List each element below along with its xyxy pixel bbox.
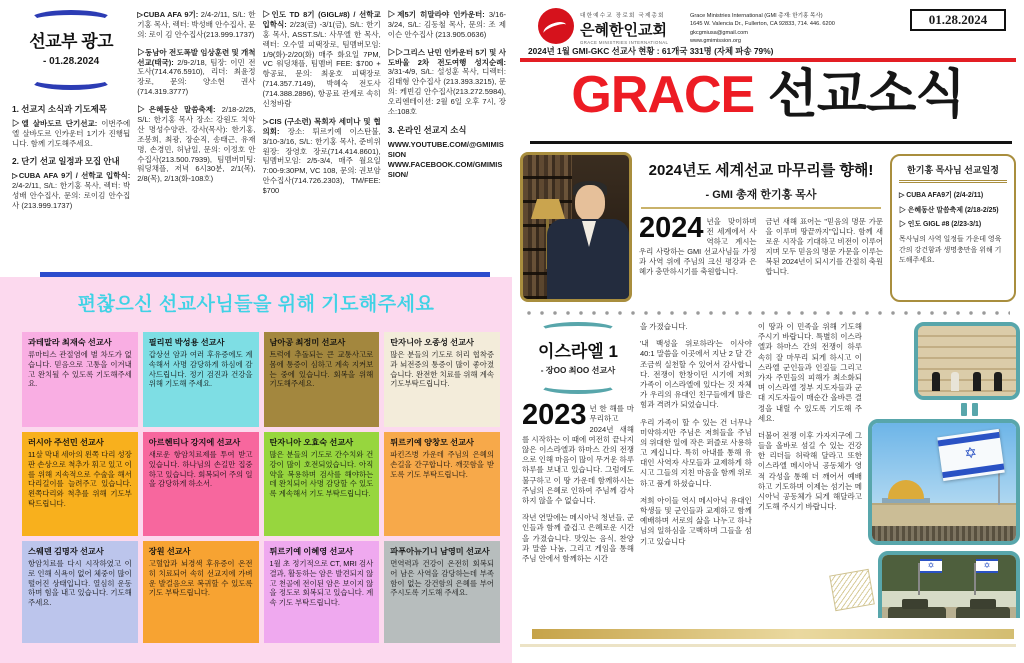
israel-flag-icon: ✡ bbox=[920, 559, 942, 573]
prayer-card bbox=[384, 332, 500, 427]
red-divider-bar bbox=[520, 58, 1016, 62]
missionary-name: 필리핀 박성용 선교사 bbox=[148, 338, 225, 347]
star-of-david-icon: ✡ bbox=[963, 444, 979, 463]
church-name: 은혜한인교회 bbox=[580, 23, 667, 39]
news-item: ▷제5기 히말라야 인카운터: 3/16-3/24, S/L: 김동철 목사, 문의: 조 제이슨 안수집사 (213.905.0636) bbox=[387, 10, 506, 39]
prayer-request-text: 면역력과 건강이 온전히 회복되어 남은 사역을 감당하는데 부족함이 없는 강건함의 은혜를 부어주시도록 기도해 주세요. bbox=[390, 559, 494, 598]
logo-swoosh-icon bbox=[542, 19, 569, 38]
contact-website[interactable]: www.gmimission.org bbox=[690, 38, 741, 45]
church-logo-icon bbox=[538, 8, 574, 44]
missionary-name: 과테말라 최재숙 선교사 bbox=[28, 338, 112, 347]
article-paragraph: 우리 가족이 할 수 있는 건 너무나 미약하지만 주님은 저희들을 주님의 위대한 일에 작은 퍼즐로 사용하고 계십니다. 특히 아내를 통해 유대인 사역자 사모들과 교제하게 하시고 그들의 지친 마음을 함께 위로하고 품게 하셨습니다. bbox=[639, 417, 752, 488]
person-silhouette bbox=[994, 372, 1002, 391]
prayer-card bbox=[264, 332, 380, 427]
schedule-item: ▷ 인도 GIGL #8 (2/23-3/1) bbox=[899, 221, 982, 228]
pastor-photo bbox=[520, 152, 632, 302]
missionary-name: 탄자니아 오종성 선교사 bbox=[390, 338, 474, 347]
prayer-request-text: 많은 분들의 기도로 허리 협착증과 뇌전증의 통증이 많이 좋아졌습니다. 완전한 치료를 위해 계속 기도부탁드립니다. bbox=[390, 350, 494, 389]
israel-flag-icon bbox=[937, 429, 1005, 481]
prayer-banner-title: 편찮으신 선교사님들을 위해 기도해주세요 bbox=[77, 294, 435, 315]
israel-article-masthead bbox=[522, 322, 634, 394]
section-3-title: 3. 온라인 선교지 소식 bbox=[387, 124, 467, 135]
missionary-name: 남아공 최정미 선교사 bbox=[269, 338, 346, 347]
article-paragraph: 저희 아이들 역시 메시아닉 유대인 학생들 및 군인들과 교제하고 함께 예배하며 서로의 삶을 나누고 하나님의 일하심을 고백하며 그들을 섬기고 있습니다 bbox=[639, 495, 752, 546]
pastor-face bbox=[575, 185, 605, 221]
prayer-card bbox=[143, 332, 259, 427]
missionary-name: 러시아 주선민 선교사 bbox=[28, 438, 104, 447]
article-paragraph: 작년 연말에는 메시아닉 청년들, 군인들과 함께 즐겁고 은혜로운 시간을 가졌습니다. 맛있는 음식, 찬양과 말씀 나눔, 그리고 게임을 통해 주님 안에서 함께하는 시간 bbox=[522, 513, 634, 563]
missionary-name: 튀르키예 양창모 선교사 bbox=[390, 438, 474, 447]
missionary-name: 아르헨티나 강지에 선교사 bbox=[148, 438, 241, 447]
youtube-link[interactable]: WWW.YOUTUBE.COM/@GMIMISSION bbox=[387, 140, 504, 159]
crowd bbox=[872, 526, 1016, 541]
city-wall bbox=[872, 505, 1016, 526]
announcements-column-3 bbox=[263, 10, 381, 272]
arc-top-decoration bbox=[29, 10, 113, 30]
israel-column-2 bbox=[640, 322, 752, 618]
prayer-request-text: 11살 막내 세아의 왼쪽 다리 성장판 손상으로 척추가 휘고 있고 이를 위해 지속적으로 수술을 해서 다리길이를 늘려주고 있습니다. 왼쪽다리와 척추를 위해 기도부탁드립니다. bbox=[28, 450, 132, 508]
title-underline bbox=[530, 141, 1012, 144]
person-silhouette bbox=[932, 372, 940, 391]
news-item: ▷인도 TD 8기 (GIGL#8) / 선학교 입학식: 2/23(금) -3/1(금), S/L: 한기홍 목사, ASST.S/L: 사무엘 한 목사, 렉터: 오수열 피택장로, 팀멤버모임: 1/9(화)-2/20(화) 매주 화요일 7PM, VC 워딩채플, 팀멤버 FEE: $700 + 항공료, 문의: 최윤호 피택장로(714.357.7149), 박혜숙 전도사(714.388.2896), 항공료 관계로 속히 신청바람 bbox=[262, 10, 381, 109]
church-name-block bbox=[580, 11, 688, 45]
facebook-link[interactable]: WWW.FACEBOOK.COM/GMIMISSION/ bbox=[387, 159, 503, 179]
schedule-note: 목사님의 사역 일정들 가운데 영육간의 강건함과 생명충만을 위해 기도해주세요. bbox=[899, 236, 1002, 264]
article-paragraph: 을 가졌습니다. bbox=[639, 322, 688, 331]
jerusalem-flag-photo bbox=[868, 419, 1020, 545]
tan-footer-line bbox=[520, 644, 1016, 647]
news-item: ▷▷그리스 난민 인카운터 5기 및 사도바울 2차 전도여행 성지순례: 3/31-4/9, S/L: 설성훈 목사, 디렉터: 김태형 안수집사 (213.393.3215), 문의: 케빈김 안수집사(213.272.5984), 오리엔테이션: 2월 6일 오후 7시, 장소:108호 bbox=[387, 47, 506, 117]
tank-silhouette bbox=[888, 607, 946, 618]
news-item: ▷동남아 전도폭발 임상훈련 및 개척선교(태국): 2/9-2/18, 팀장: 이민 전도사(714.476.5910), 리더: 최윤정 장로, 문의: 양소현 권사(714.319.3777) bbox=[137, 47, 256, 97]
title-grace: GRACE bbox=[571, 66, 755, 124]
contact-email[interactable]: gkcgmiusa@gmail.com bbox=[690, 29, 748, 36]
issue-date-box: 01.28.2024 bbox=[910, 9, 1006, 31]
israel-column-1 bbox=[522, 322, 634, 618]
schedule-item: ▷ 은혜동산 말씀축제 (2/18-2/25) bbox=[899, 206, 999, 214]
prayer-request-text: 류마티스 관절염에 별 차도가 없습니다. 믿음으로 고통을 이겨내고 완치될 수 있도록 기도해주세요. bbox=[28, 350, 132, 389]
missionary-name: 튀르키예 이혜영 선교사 bbox=[269, 547, 354, 556]
prayer-card bbox=[264, 432, 380, 536]
schedule-item: ▷ CUBA AFA9기 (2/4-2/11) bbox=[899, 192, 984, 199]
prayer-card bbox=[384, 432, 500, 536]
prayer-request-text: 1월 초 정기적으로 CT, MRI 검사 결과, 활동하는 암은 발견되지 않고 천골에 전이된 암은 보이지 않을 정도로 회복되고 있습니다. 계속 기도 부탁드립니다. bbox=[269, 559, 374, 608]
feature-article-section bbox=[520, 152, 1016, 304]
prayer-card bbox=[143, 541, 259, 643]
prayer-request-text: 항암치료를 다시 시작하였고 이로 인해 식욕이 없어 체중이 많이 떨어진 상태입니다. 열심히 운동하며 힘을 내고 있습니다. 기도해 주세요. bbox=[28, 559, 132, 608]
hatched-square-decoration bbox=[829, 569, 875, 611]
connector-bar bbox=[972, 403, 978, 416]
feature-text-column-2: 금년 새해 표어는 "믿음의 명문 가문을 이루며 땅끝까지"입니다. 함께 새로운 시작을 기대하고 비전이 이루어지며 모두 믿음의 명문 가문을 이루는 복된 2024년이 되시기를 간절히 축원합니다. bbox=[765, 217, 883, 277]
missionary-status-line: 2024년 1월 GMI-GKC 선교사 현황 : 61개국 331명 (자체 파송 79%) bbox=[528, 46, 774, 56]
news-item: ▷은혜동산 말씀축제: 2/18-2/25, S/L: 한기홍 목사 장소: 강원도 치악산 명성수양관, 강사(목사): 한기홍, 조봉희, 최광, 장순직, 송태근, 유재명, 손경민, 허남일, 문의: 이정호 안수집사(213.500.7939), 팀멤버미팅: 워딩채플, 저녁 6시30분, 2/1(목), 2/8(목), 2/13(화-108호) bbox=[137, 105, 256, 184]
person-silhouette bbox=[951, 372, 959, 391]
article-paragraph: 더불어 전쟁 이후 가자지구에 그들을 올바로 섬길 수 있는 건강한 리더들 허락해 달라고 또한 이스라엘 메시아닉 공동체가 영적 각성을 통해 더 깨어서 예배하고 기도하며 이제는 섬기는 메시아닉 공동체가 되게 해달라고 기도해 주시기 바랍니다. bbox=[757, 430, 862, 512]
prayer-request-text: 새로운 항암치료제를 투여 받고 있습니다. 하나님의 손길만 집중하고 있습니다. 회복되어 주의 일을 감당하게 하소서. bbox=[148, 450, 253, 489]
prayer-request-text: 트럭에 추돌되는 큰 교통사고로 몸에 통증이 심하고 계속 지켜보는 중에 있습니다. 회복을 위해 기도해주세요. bbox=[269, 350, 374, 389]
arc-top-decoration bbox=[539, 322, 617, 338]
byline-underline bbox=[641, 207, 881, 209]
contact-line: 1645 W. Valencia Dr., Fullerton, CA 92833, 714. 446. 6200 bbox=[690, 21, 835, 28]
dropcap-2024: 2024 bbox=[639, 212, 704, 244]
israel-flag-icon: ✡ bbox=[976, 559, 998, 573]
tank-silhouette bbox=[956, 607, 1010, 618]
news-item: ▷엘 살바도르 단기선교: 이번주에 엘 살바도르 인카운터 1기가 진행됩니다. 함께 기도해주세요. bbox=[12, 118, 131, 148]
prayer-request-text: 갑상선 암과 여러 후유증에도 계속해서 사명 감당하게 하심에 감사드립니다. 정기 검진과 건강을 위해 기도해 주세요. bbox=[148, 350, 253, 389]
announcements-column-1 bbox=[12, 10, 130, 272]
mission-dept-date: - 01.28.2024 bbox=[43, 56, 100, 68]
feature-text-column-1: 2024 년을 맞이하며 전 세계에서 사역하고 계시는 우리 사랑하는 GMI 선교사님들 가정과 사역 위에 주님의 크신 평강과 은혜가 충만하시기를 축원합니다. bbox=[639, 212, 757, 277]
contact-info-block bbox=[690, 12, 835, 46]
prayer-card bbox=[22, 541, 138, 643]
missionary-name: 장원 선교사 bbox=[148, 547, 191, 556]
feature-article bbox=[639, 152, 883, 304]
prayer-request-text: 파킨즈병 가운데 주님의 은혜의 손길을 간구합니다. 깨끗함을 받도록 기도 부탁드립니다. bbox=[390, 450, 494, 479]
prayer-card bbox=[22, 432, 138, 536]
israel-article-title: 이스라엘 1 bbox=[538, 342, 618, 361]
article-paragraph: 이 땅과 이 민족을 위해 기도해 주시기 바랍니다. 특별히 이스라엘과 하마스 간의 전쟁이 하루 속히 잘 마무리 되게 하시고 이스라엘 군인들과 인질들 그리고 가자 주민들의 피해가 최소화되며 이스라엘 정부 지도자들과 군대 지도자들이 매순간 올바른 결정을 내릴 수 있도록 기도해 주세요. bbox=[757, 322, 862, 423]
section-1-title: 1. 선교지 소식과 기도제목 bbox=[12, 103, 107, 114]
section-2-title: 2. 단기 선교 일정과 모집 안내 bbox=[12, 156, 120, 167]
prayer-card bbox=[264, 541, 380, 643]
denomination-line: 대한예수교 장로회 국제총회 bbox=[580, 13, 665, 19]
prayer-card bbox=[384, 541, 500, 643]
feature-byline: - GMI 총재 한기홍 목사 bbox=[705, 189, 817, 201]
israel-photo-stack bbox=[868, 322, 1020, 618]
dotted-separator bbox=[526, 310, 1010, 316]
person-silhouette bbox=[973, 372, 981, 391]
gold-footer-bar bbox=[532, 629, 1014, 639]
news-item: ▷CIS (구소련) 목회자 세미나 및 협의회: 장소: 튀르키예 이스탄불, 3/10-3/16, S/L: 한기홍 목사, 준비위원장: 장영호 장로(714.414.8601), 팀멤버모임: 2/5-3/4, 매주 월요일 7:00-9:30PM, VC 108, 문의: 권보암 안수집사(714.726.2303), TM/FEE: $700 bbox=[262, 116, 381, 196]
right-newsletter-page bbox=[512, 0, 1024, 663]
newsletter-title bbox=[512, 66, 1024, 126]
prayer-card-grid bbox=[22, 332, 500, 643]
prayer-card bbox=[143, 432, 259, 536]
israel-article-byline: - 장OO 최OO 선교사 bbox=[540, 366, 616, 376]
prayer-request-section bbox=[0, 277, 512, 663]
mission-dept-masthead bbox=[12, 10, 130, 90]
arc-bottom-decoration bbox=[29, 70, 113, 90]
prayer-card bbox=[22, 332, 138, 427]
article-paragraph: '내 백성을 위로하라'는 이사야 40:1 말씀을 이곳에서 지난 2 달 간 조금씩 실천할 수 있어서 감사합니다. 전쟁이 한창이던 시기에 저희 가족이 이스라엘에 있다는 것 자체가 우리의 유대인 친구들에게 많은 힘과 격려가 되었습니다. bbox=[639, 339, 752, 410]
schedule-box-title: 한기홍 목사님 선교일정 bbox=[899, 163, 1007, 183]
feature-headline: 2024년도 세계선교 마무리를 향해! bbox=[648, 162, 874, 179]
announcements-section bbox=[0, 0, 512, 272]
news-item: ▷CUBA AFA 9기: 2/4-2/11, S/L: 한기홍 목사, 렉터: 박성배 안수집사, 문의: 로이 김 안수집사(213.999.1737) bbox=[137, 10, 256, 39]
mission-dept-title: 선교부 광고 bbox=[29, 32, 114, 51]
missionary-name: 파푸아뉴기니 남영미 선교사 bbox=[390, 547, 490, 556]
news-item: ▷CUBA AFA 9기 / 선학교 입학식: 2/4-2/11, S/L: 한기홍 목사, 렉터: 박성배 안수집사, 문의: 로이김 안수집사 (213.999.1737) bbox=[12, 171, 131, 211]
israel-article-section bbox=[522, 322, 1020, 618]
arc-bottom-decoration bbox=[539, 378, 617, 394]
pastor-schedule-box bbox=[890, 154, 1016, 302]
contact-line: Grace Ministries International (GMI 총재: 한기홍 목사) bbox=[690, 13, 823, 19]
title-mission-news: 선교소식 bbox=[754, 66, 965, 124]
connector-bar bbox=[961, 403, 967, 416]
tanks-photo bbox=[878, 551, 1020, 618]
dropcap-2023: 2023 bbox=[522, 399, 587, 432]
article-paragraph: 2023 년 한 해를 마무리하고 2024년 새해를 시작하는 이 때에 여전히 끝나지 않은 이스라엘과 하마스 간의 전쟁으로 인해 마음이 많이 무거운 하루하루를 보내고 있습니다. 그럼에도 불구하고 이 땅 가운데 함께하시는 주님의 은혜로 인하여 주님께 감사하지 않을 수 없습니다. bbox=[522, 399, 634, 505]
missionary-name: 탄자니아 오효숙 선교사 bbox=[269, 438, 354, 447]
announcements-column-2 bbox=[137, 10, 255, 272]
church-name-english: GRACE MINISTRIES INTERNATIONAL bbox=[580, 40, 669, 45]
prayer-request-text: 고혈압과 뇌경색 후유증이 온전히 치료되어 속히 선교지에 가벼운 발걸음으로 복귀할 수 있도록 기도 부탁드립니다. bbox=[148, 559, 253, 598]
western-wall-photo bbox=[914, 322, 1020, 400]
photo-connector bbox=[961, 403, 978, 416]
announcements-column-4 bbox=[388, 10, 506, 272]
prayer-request-text: 많은 분들의 기도로 간수치와 건강이 많이 호전되었습니다. 아직 약을 복용하며 검사를 해야하는데 완치되어 사명 감당할 수 있도록 계속해서 기도 부탁드립니다. bbox=[269, 450, 374, 499]
missionary-name: 스웨덴 김명자 선교사 bbox=[28, 547, 104, 556]
